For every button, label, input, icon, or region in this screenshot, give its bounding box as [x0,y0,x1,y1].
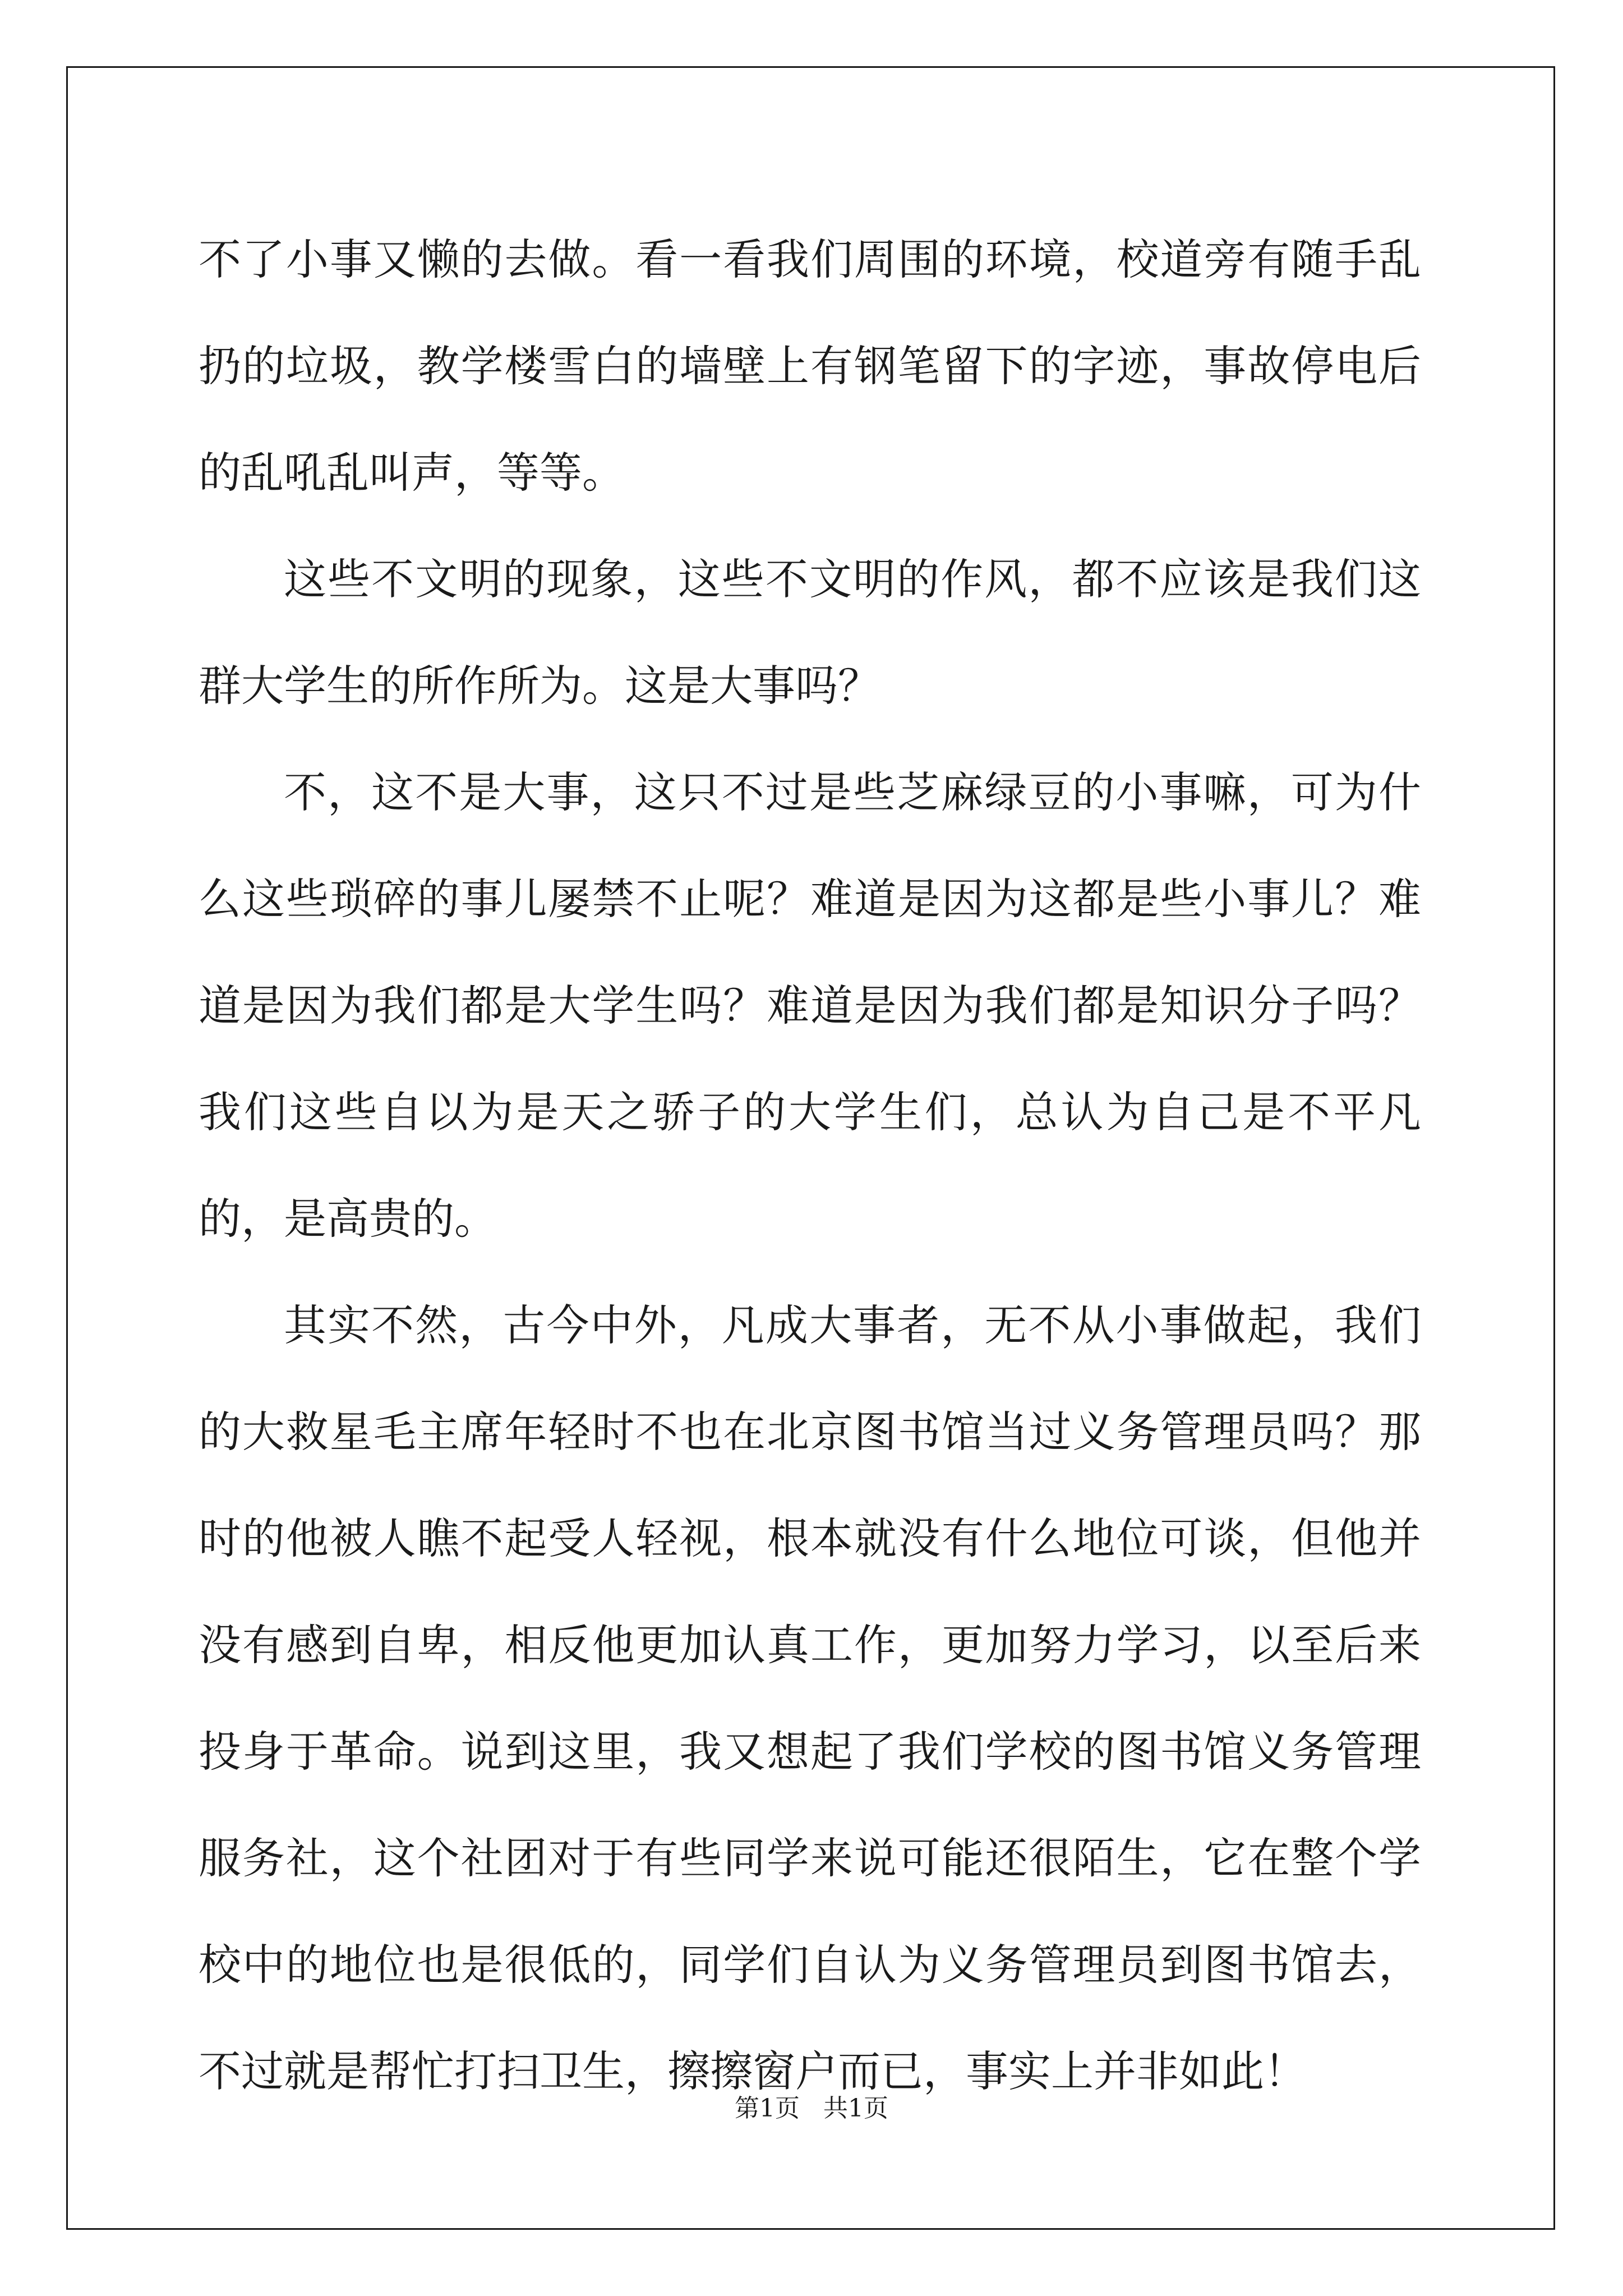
page-number-footer: 第1页 共1页 [735,2094,888,2123]
paragraph-1: 不了小事又懒的去做。看一看我们周围的环境，校道旁有随手乱扔的垃圾，教学楼雪白的墙壁上有钢笔留下的字迹，事故停电后的乱吼乱叫声，等等。 [199,234,1421,498]
document-body [199,206,1421,2125]
paragraph-2: 这些不文明的现象，这些不文明的作风，都不应该是我们这群大学生的所作所为。这是大事吗？ [199,554,1421,711]
paragraph-3: 不，这不是大事，这只不过是些芝麻绿豆的小事嘛，可为什么这些琐碎的事儿屡禁不止呢？难道是因为这都是些小事儿？难道是因为我们都是大学生吗？难道是因为我们都是知识分子吗？我们这些自以为是天之骄子的大学生们，总认为自己是不平凡的，是高贵的。 [199,767,1421,1244]
paragraph-4: 其实不然，古今中外，凡成大事者，无不从小事做起，我们的大救星毛主席年轻时不也在北京图书馆当过义务管理员吗？那时的他被人瞧不起受人轻视，根本就没有什么地位可谈，但他并没有感到自卑，相反他更加认真工作，更加努力学习，以至后来投身于革命。说到这里，我又想起了我们学校的图书馆义务管理服务社，这个社团对于有些同学来说可能还很陌生，它在整个学校中的地位也是很低的，同学们自认为义务管理员到图书馆去，不过就是帮忙打扫卫生，擦擦窗户而已，事实上并非如此！ [199,1300,1421,2096]
